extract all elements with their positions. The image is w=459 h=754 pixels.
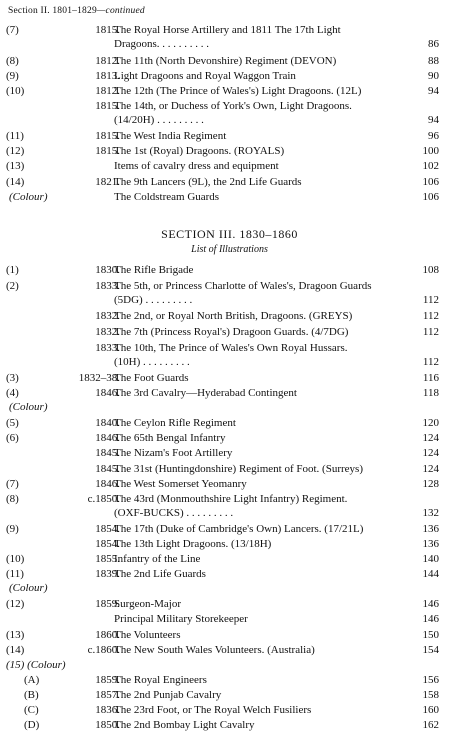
entry-page: 160 xyxy=(422,704,439,716)
entry-number: (Colour) xyxy=(9,582,48,594)
entry-title: Surgeon-Major xyxy=(114,598,182,610)
entry-number: (Colour) xyxy=(9,401,48,413)
entry-year: 1854. xyxy=(95,523,120,535)
entry-number: (7) xyxy=(6,24,19,36)
entry-title: Principal Military Storekeeper xyxy=(114,613,248,625)
entry-number: (8) xyxy=(6,55,19,67)
entry-year: c.1860. xyxy=(87,644,120,656)
entry-year: 1815. xyxy=(95,145,120,157)
entry-title: The Royal Engineers xyxy=(114,674,207,686)
entry-title: The 3rd Cavalry—Hyderabad Contingent xyxy=(114,387,297,399)
entry-number: (13) xyxy=(6,160,25,172)
entry-page: 136 xyxy=(422,538,439,550)
entry-title: The 2nd Punjab Cavalry xyxy=(114,689,222,701)
entry-title: The 5th, or Princess Charlotte of Wales's, Dragoon Guards xyxy=(114,280,372,292)
entry-page: 94 xyxy=(428,85,439,97)
entry-title: The 9th Lancers (9L), the 2nd Life Guards xyxy=(114,176,302,188)
entry-page: 112 xyxy=(422,294,439,306)
entry-year: 1859. xyxy=(95,598,120,610)
entry-page: 146 xyxy=(422,598,439,610)
entry-year: 1832. xyxy=(95,326,120,338)
entry-year: 1812. xyxy=(95,55,120,67)
entry-year: 1815. xyxy=(95,100,120,112)
entry-title: Dragoons. . . . . . . . . . xyxy=(114,38,210,50)
entry-page: 124 xyxy=(422,447,439,459)
entry-title: Light Dragoons and Royal Waggon Train xyxy=(114,70,296,82)
entry-year: 1832–38. xyxy=(78,372,120,384)
entry-number: (12) xyxy=(6,598,25,610)
entry-page: 94 xyxy=(428,114,439,126)
entry-page: 108 xyxy=(422,264,439,276)
entry-year: 1821. xyxy=(95,176,120,188)
entry-title: The New South Wales Volunteers. (Australia) xyxy=(114,644,315,656)
entry-year: 1830. xyxy=(95,264,120,276)
entry-title: The 2nd, or Royal North British, Dragoons. (GREYS) xyxy=(114,310,353,322)
entry-year: 1815. xyxy=(95,130,120,142)
entry-page: 158 xyxy=(422,689,439,701)
entry-number: (2) xyxy=(6,280,19,292)
entry-number: (7) xyxy=(6,478,19,490)
entry-title: (10H) . . . . . . . . . xyxy=(114,356,190,368)
entry-title: The Rifle Brigade xyxy=(114,264,194,276)
entry-title: The Royal Horse Artillery and 1811 The 17th Light xyxy=(114,24,341,36)
entry-page: 106 xyxy=(422,176,439,188)
entry-title: The 43rd (Monmouthshire Light Infantry) Regiment. xyxy=(114,493,348,505)
entry-year: 1813. xyxy=(95,70,120,82)
entry-title: Infantry of the Line xyxy=(114,553,201,565)
entry-title: (14/20H) . . . . . . . . . xyxy=(114,114,204,126)
entry-page: 118 xyxy=(422,387,439,399)
entry-title: The 11th (North Devonshire) Regiment (DEVON) xyxy=(114,55,337,67)
entry-page: 136 xyxy=(422,523,439,535)
entry-year: 1854. xyxy=(95,538,120,550)
entry-page: 112 xyxy=(422,356,439,368)
entry-number: (C) xyxy=(24,704,39,716)
entry-number: (A) xyxy=(24,674,40,686)
entry-year: c.1850. xyxy=(87,493,120,505)
entry-year: 1833. xyxy=(95,342,120,354)
entry-page: 146 xyxy=(422,613,439,625)
entry-number: (12) xyxy=(6,145,25,157)
entry-title: The 2nd Bombay Light Cavalry xyxy=(114,719,255,731)
entry-year: 1832. xyxy=(95,310,120,322)
entry-year: 1846. xyxy=(95,432,120,444)
entry-title: The 13th Light Dragoons. (13/18H) xyxy=(114,538,272,550)
entry-page: 106 xyxy=(422,191,439,203)
entry-title: (5DG) . . . . . . . . . xyxy=(114,294,193,306)
entry-page: 156 xyxy=(422,674,439,686)
entry-page: 150 xyxy=(422,629,439,641)
entry-number: (B) xyxy=(24,689,39,701)
entry-number: (D) xyxy=(24,719,40,731)
entry-title: The 65th Bengal Infantry xyxy=(114,432,226,444)
section-subtitle: List of Illustrations xyxy=(191,244,268,255)
entry-number: (11) xyxy=(6,568,24,580)
entry-page: 96 xyxy=(428,130,439,142)
entry-title: Items of cavalry dress and equipment xyxy=(114,160,279,172)
entry-number: (4) xyxy=(6,387,19,399)
entry-title: The West India Regiment xyxy=(114,130,227,142)
section-title: SECTION III. 1830–1860 xyxy=(161,227,298,241)
entry-page: 86 xyxy=(428,38,439,50)
entry-page: 120 xyxy=(422,417,439,429)
entry-title: The 1st (Royal) Dragoons. (ROYALS) xyxy=(114,145,285,157)
entry-year: 1815. xyxy=(95,24,120,36)
entry-year: 1860. xyxy=(95,629,120,641)
entry-year: 1840. xyxy=(95,417,120,429)
entry-number: (13) xyxy=(6,629,25,641)
entry-year: 1857. xyxy=(95,689,120,701)
entry-title: The 7th (Princess Royal's) Dragoon Guards. (4/7DG) xyxy=(114,326,349,338)
entry-number: (8) xyxy=(6,493,19,505)
entry-title: The 12th (The Prince of Wales's) Light Dragoons. (12L) xyxy=(114,85,362,97)
entry-page: 140 xyxy=(422,553,439,565)
entry-year: 1812. xyxy=(95,85,120,97)
entry-number: (6) xyxy=(6,432,19,444)
entry-page: 124 xyxy=(422,432,439,444)
entry-year: 1850. xyxy=(95,719,120,731)
entry-page: 128 xyxy=(422,478,439,490)
entry-number: (5) xyxy=(6,417,19,429)
entry-title: The West Somerset Yeomanry xyxy=(114,478,247,490)
entry-page: 154 xyxy=(422,644,439,656)
entry-number: (9) xyxy=(6,70,19,82)
entry-year: 1859. xyxy=(95,674,120,686)
entry-page: 102 xyxy=(422,160,439,172)
entry-number: (14) xyxy=(6,644,25,656)
entry-number: (14) xyxy=(6,176,25,188)
entry-year: 1855. xyxy=(95,553,120,565)
running-head-section: Section II. 1801–1829 xyxy=(8,6,97,16)
entry-number: (9) xyxy=(6,523,19,535)
entry-page: 100 xyxy=(422,145,439,157)
entry-title: The Volunteers xyxy=(114,629,181,641)
entry-number: (10) xyxy=(6,85,25,97)
entry-title: The 2nd Life Guards xyxy=(114,568,206,580)
entry-number: (Colour) xyxy=(9,191,48,203)
entry-page: 90 xyxy=(428,70,439,82)
entry-page: 124 xyxy=(422,463,439,475)
entry-page: 162 xyxy=(422,719,439,731)
entry-year: 1846. xyxy=(95,387,120,399)
entry-page: 144 xyxy=(422,568,439,580)
entry-title: The 17th (Duke of Cambridge's Own) Lancers. (17/21L) xyxy=(114,523,364,535)
entry-title: The 14th, or Duchess of York's Own, Light Dragoons. xyxy=(114,100,352,112)
entry-title: The 23rd Foot, or The Royal Welch Fusiliers xyxy=(114,704,312,716)
entry-page: 112 xyxy=(422,326,439,338)
running-head xyxy=(8,6,145,16)
entry-title: The Coldstream Guards xyxy=(114,191,220,203)
entry-number: (15) (Colour) xyxy=(6,659,66,671)
entry-number: (10) xyxy=(6,553,25,565)
entry-year: 1845. xyxy=(95,447,120,459)
entry-title: The 31st (Huntingdonshire) Regiment of Foot. (Surreys) xyxy=(114,463,363,475)
entry-page: 132 xyxy=(422,507,439,519)
entry-year: 1836. xyxy=(95,704,120,716)
entry-number: (11) xyxy=(6,130,24,142)
entry-title: The 10th, The Prince of Wales's Own Royal Hussars. xyxy=(114,342,348,354)
entry-title: The Nizam's Foot Artillery xyxy=(114,447,233,459)
entry-page: 112 xyxy=(422,310,439,322)
entry-title: The Ceylon Rifle Regiment xyxy=(114,417,236,429)
entry-title: (OXF-BUCKS) . . . . . . . . . xyxy=(114,507,234,519)
entry-year: 1839. xyxy=(95,568,120,580)
entry-page: 88 xyxy=(428,55,439,67)
running-head-continued: —continued xyxy=(96,6,145,16)
entry-page: 116 xyxy=(422,372,439,384)
entry-year: 1845. xyxy=(95,463,120,475)
entry-title: The Foot Guards xyxy=(114,372,189,384)
entry-year: 1833. xyxy=(95,280,120,292)
entry-number: (1) xyxy=(6,264,19,276)
entry-number: (3) xyxy=(6,372,19,384)
entry-year: 1846. xyxy=(95,478,120,490)
